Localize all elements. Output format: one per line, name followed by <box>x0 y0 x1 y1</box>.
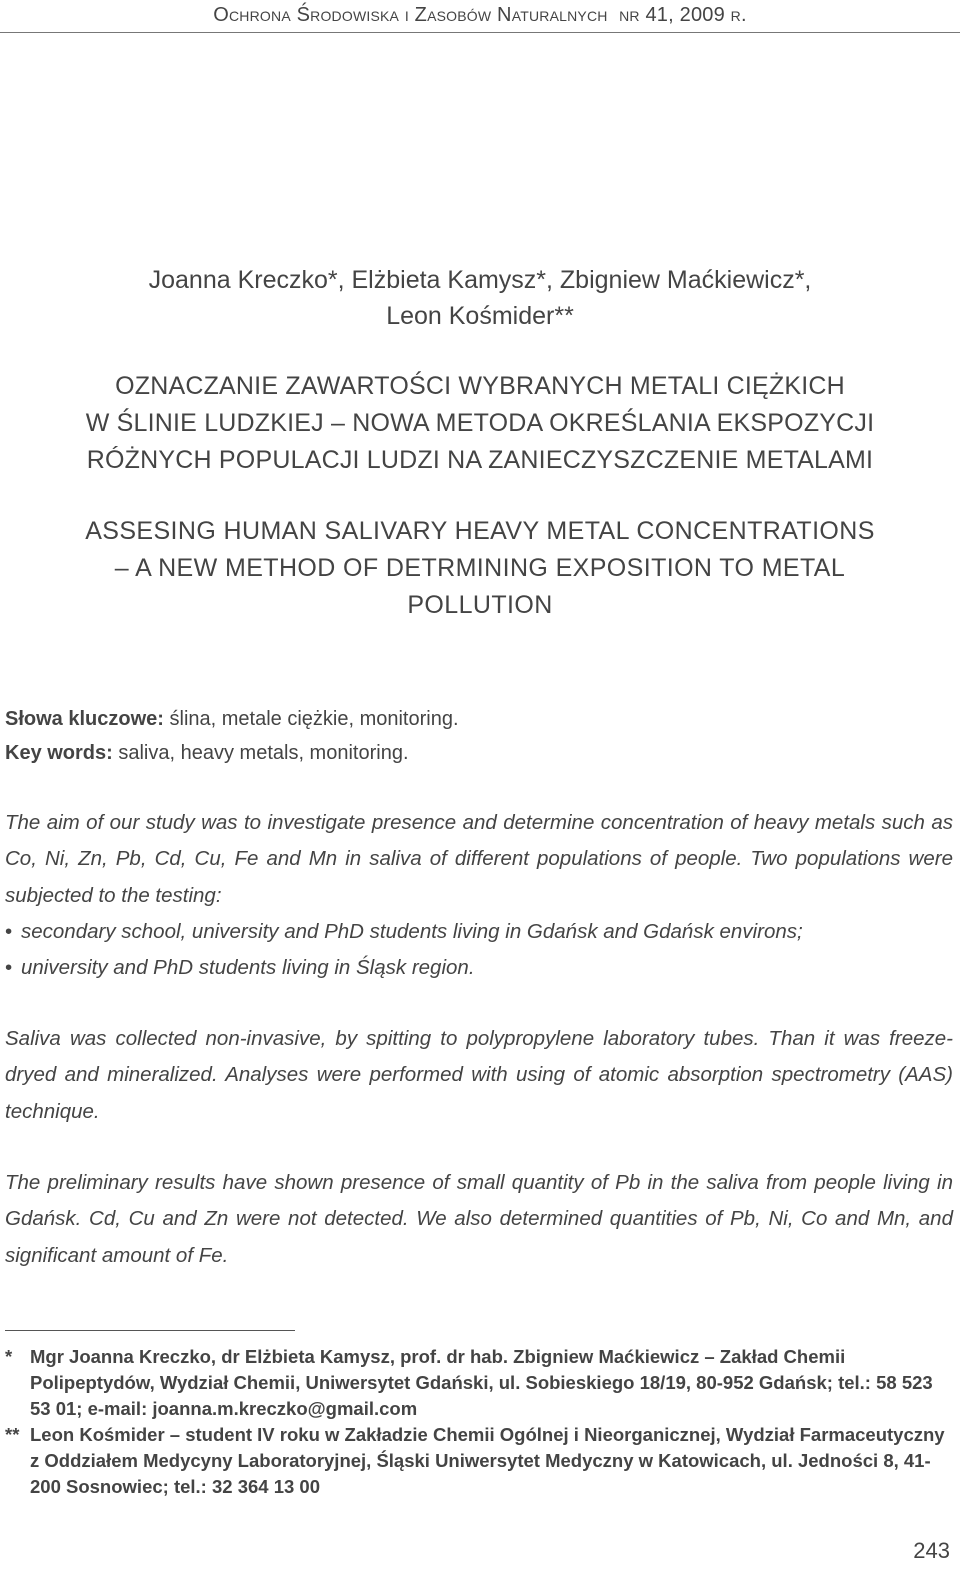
running-header <box>0 0 960 27</box>
title-pl-line-2: W ŚLINIE LUDZKIEJ – NOWA METODA OKREŚLANIA EKSPOZYCJI <box>85 409 875 437</box>
keywords-en <box>5 736 945 770</box>
list-item <box>5 914 953 950</box>
abstract-paragraph-2: Saliva was collected non-invasive, by spitting to polypropylene laboratory tubes. Than it was freeze-dryed and mineralized. Analyses were performed with using of atomic absorption spectrometry (AAS) technique. <box>5 1027 953 1123</box>
abstract-section-2 <box>5 1021 953 1130</box>
header-divider <box>0 32 960 33</box>
footnote-1 <box>5 1344 945 1422</box>
list-item-text: university and PhD students living in Śląsk region. <box>21 956 475 980</box>
title-english <box>0 513 960 624</box>
keywords-pl <box>5 702 945 736</box>
keywords-pl-label: Słowa kluczowe: <box>5 708 164 730</box>
abstract-paragraph-1: The aim of our study was to investigate presence and determine concentration of heavy metals such as Co, Ni, Zn, Pb, Cd, Cu, Fe and Mn in saliva of different populations of people. Two populations were subjected to the testing: <box>5 811 953 907</box>
title-pl-line-1: OZNACZANIE ZAWARTOŚCI WYBRANYCH METALI CIĘŻKICH <box>115 372 845 400</box>
authors-line-2: Leon Kośmider** <box>386 302 574 330</box>
issue-info: nr 41, 2009 r. <box>619 4 747 26</box>
footnotes-block <box>5 1344 945 1499</box>
journal-name: Ochrona Środowiska i Zasobów Naturalnych <box>213 4 608 26</box>
keywords-block <box>5 702 945 770</box>
title-pl-line-3: RÓŻNYCH POPULACJI LUDZI NA ZANIECZYSZCZENIE METALAMI <box>86 446 874 474</box>
footnote-2 <box>5 1422 945 1500</box>
keywords-pl-text: ślina, metale ciężkie, monitoring. <box>163 708 459 730</box>
abstract-paragraph-3: The preliminary results have shown presence of small quantity of Pb in the saliva from people living in Gdańsk. Cd, Cu and Zn were not detected. We also determined quantities of Pb, Ni, Co and Mn, and significant amount of Fe. <box>5 1171 953 1267</box>
title-polish <box>0 368 960 479</box>
bullet-icon: • <box>5 956 13 980</box>
authors-line-1: Joanna Kreczko*, Elżbieta Kamysz*, Zbigniew Maćkiewicz*, <box>148 266 812 294</box>
list-item <box>5 950 953 986</box>
footnote-mark: ** <box>5 1423 20 1445</box>
footnote-text: Leon Kośmider – student IV roku w Zakładzie Chemii Ogólnej i Nieorganicznej, Wydział Farmaceutyczny z Oddziałem Medycyny Laboratoryjnej, Śląski Uniwersytet Medyczny w Katowicach, ul. Jedności 8, 41-200 Sosnowiec; tel.: 32 364 13 00 <box>30 1423 945 1497</box>
keywords-en-text: saliva, heavy metals, monitoring. <box>112 742 409 764</box>
keywords-en-label: Key words: <box>5 742 113 764</box>
bullet-icon: • <box>5 919 13 943</box>
list-item-text: secondary school, university and PhD students living in Gdańsk and Gdańsk environs; <box>21 919 803 943</box>
authors-block <box>0 262 960 334</box>
page-number: 243 <box>913 1538 950 1563</box>
abstract-section-3 <box>5 1165 953 1274</box>
abstract-section-1 <box>5 805 953 986</box>
title-en-line-2: – A NEW METHOD OF DETRMINING EXPOSITION TO METAL <box>114 554 846 582</box>
footnote-text: Mgr Joanna Kreczko, dr Elżbieta Kamysz, prof. dr hab. Zbigniew Maćkiewicz – Zakład Chemii Polipeptydów, Wydział Chemii, Uniwersytet Gdański, ul. Sobieskiego 18/19, 80-952 Gdańsk; tel.: 58 523 53 01; e-mail: joanna.m.kreczko@gmail.com <box>30 1346 933 1419</box>
population-list <box>5 914 953 987</box>
footnote-mark: * <box>5 1346 13 1367</box>
title-en-line-3: POLLUTION <box>407 591 553 619</box>
title-en-line-1: ASSESING HUMAN SALIVARY HEAVY METAL CONCENTRATIONS <box>85 517 875 545</box>
footnote-divider <box>5 1330 295 1331</box>
